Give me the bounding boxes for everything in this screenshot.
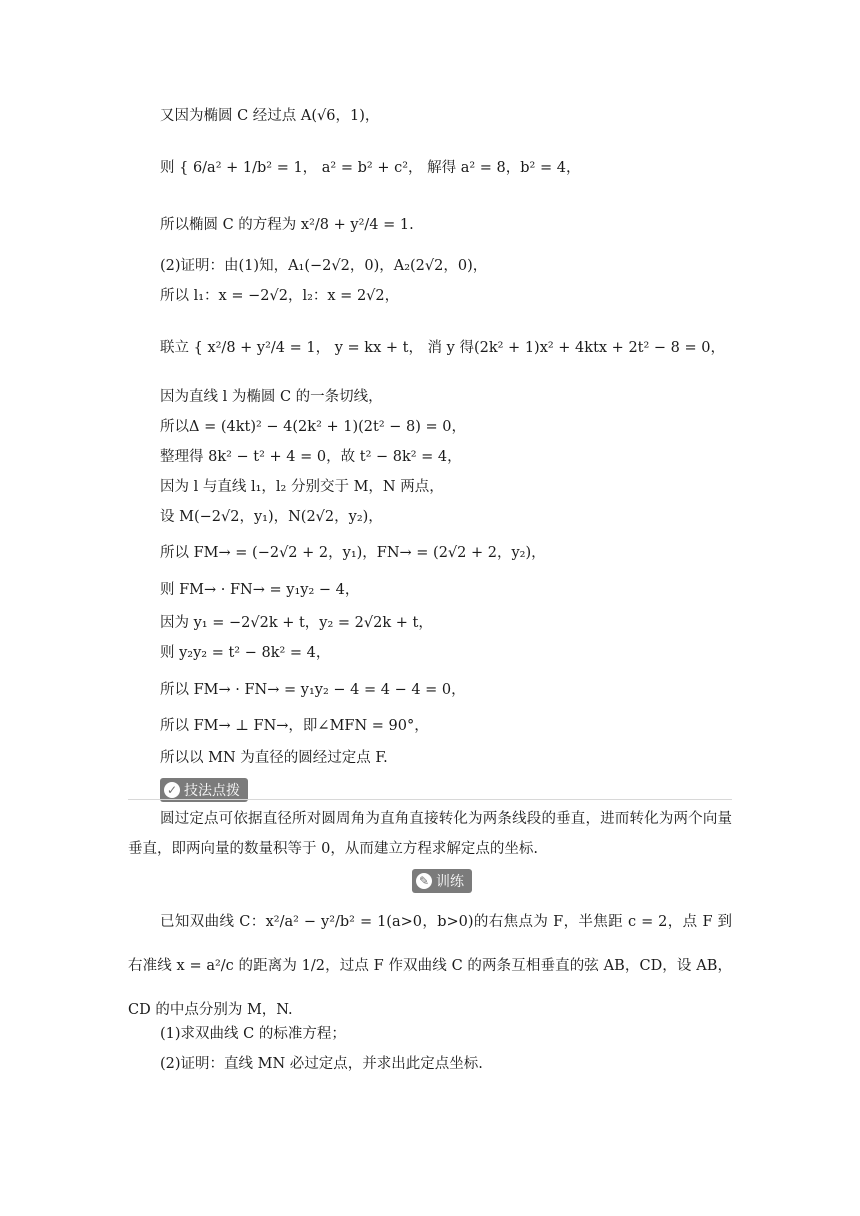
solution-line: 联立 { x²/8 + y²/4 = 1， y = kx + t， 消 y 得(2k² + 1)x² + 4ktx + 2t² − 8 = 0， — [160, 340, 725, 356]
pencil-icon: ✎ — [416, 873, 432, 889]
question-1: (1)求双曲线 C 的标准方程； — [160, 1026, 346, 1042]
solution-line: 又因为椭圆 C 经过点 A(√6，1)， — [160, 108, 380, 124]
solution-line: 所以 FM→ · FN→ = y₁y₂ − 4 = 4 − 4 = 0， — [160, 682, 466, 698]
training-problem: 已知双曲线 C：x²/a² − y²/b² = 1(a>0，b>0)的右焦点为 F，半焦距 c = 2，点 F 到右准线 x = a²/c 的距离为 1/2，过点 F 作双曲线 C 的两条互相垂直的弦 AB，CD，设 AB，CD 的中点分别为 M，N. — [128, 914, 732, 1018]
divider — [128, 799, 732, 800]
solution-line: 所以 FM→ = (−2√2 + 2，y₁)，FN→ = (2√2 + 2，y₂)， — [160, 545, 546, 561]
solution-line: (2)证明：由(1)知，A₁(−2√2，0)，A₂(2√2，0)， — [160, 258, 488, 274]
solution-line: 设 M(−2√2，y₁)，N(2√2，y₂)， — [160, 509, 383, 525]
tip-text: 圆过定点可依据直径所对圆周角为直角直接转化为两条线段的垂直，进而转化为两个向量垂直，即两向量的数量积等于 0，从而建立方程求解定点的坐标. — [128, 811, 732, 857]
check-icon: ✓ — [164, 782, 180, 798]
solution-line: 因为直线 l 为椭圆 C 的一条切线， — [160, 389, 383, 405]
solution-line: 因为 l 与直线 l₁，l₂ 分别交于 M，N 两点， — [160, 479, 444, 495]
solution-line: 所以 l₁：x = −2√2，l₂：x = 2√2， — [160, 288, 400, 304]
tip-label: 技法点拨 — [184, 783, 240, 799]
solution-line: 所以 FM→ ⊥ FN→，即∠MFN = 90°， — [160, 718, 429, 734]
solution-line: 则 y₂y₂ = t² − 8k² = 4， — [160, 645, 331, 661]
solution-line: 则 FM→ · FN→ = y₁y₂ − 4， — [160, 582, 360, 598]
solution-line: 则 { 6/a² + 1/b² = 1， a² = b² + c²， 解得 a² = 8，b² = 4， — [160, 160, 581, 176]
solution-line: 整理得 8k² − t² + 4 = 0，故 t² − 8k² = 4， — [160, 449, 462, 465]
training-badge — [412, 869, 472, 893]
solution-line: 因为 y₁ = −2√2k + t，y₂ = 2√2k + t， — [160, 615, 433, 631]
solution-line: 所以Δ = (4kt)² − 4(2k² + 1)(2t² − 8) = 0， — [160, 419, 466, 435]
question-2: (2)证明：直线 MN 必过定点，并求出此定点坐标. — [160, 1056, 483, 1072]
solution-line: 所以椭圆 C 的方程为 x²/8 + y²/4 = 1. — [160, 217, 414, 233]
solution-line: 所以以 MN 为直径的圆经过定点 F. — [160, 750, 388, 766]
training-label: 训练 — [436, 874, 464, 890]
